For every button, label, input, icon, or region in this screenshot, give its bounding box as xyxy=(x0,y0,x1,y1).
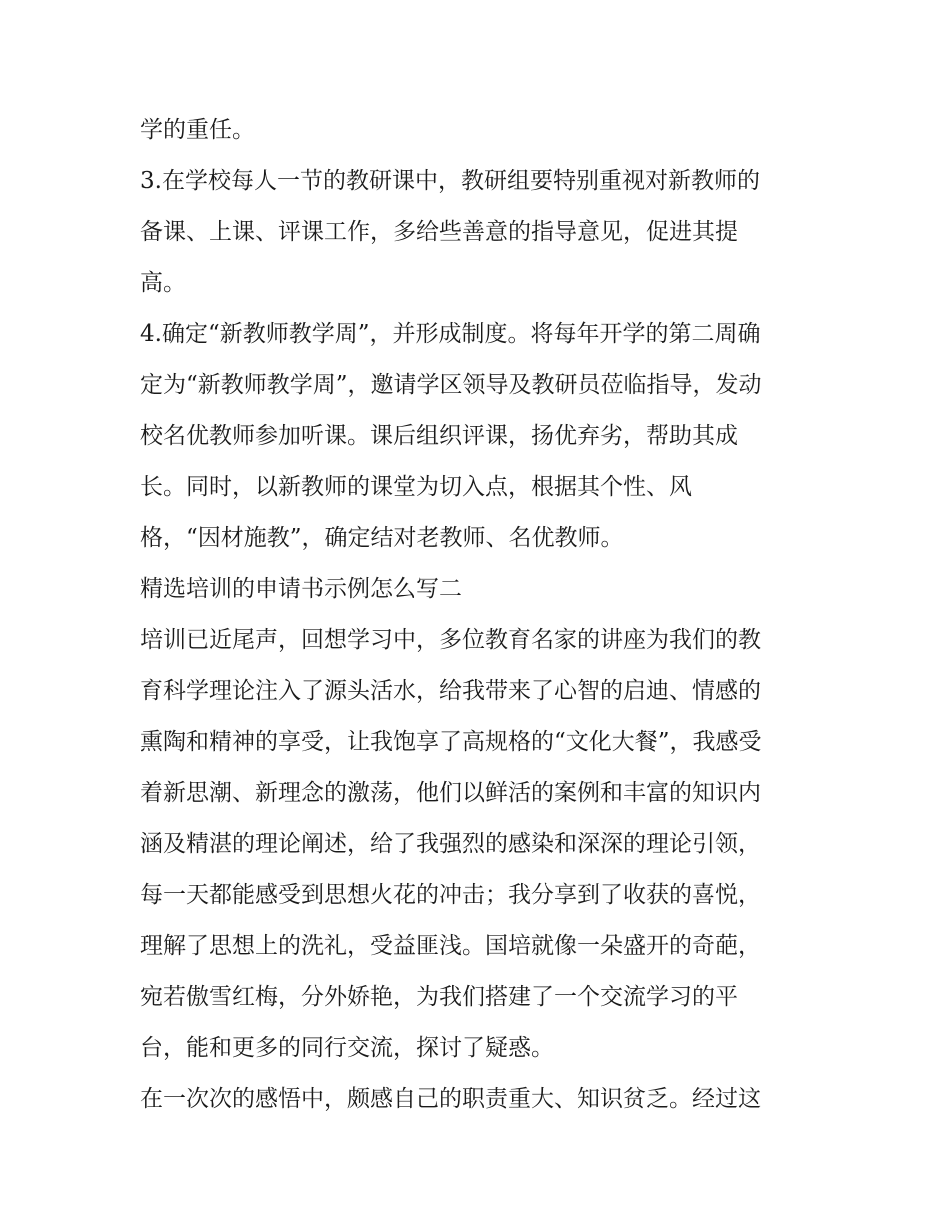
text-line: 定为“新教师教学周”，邀请学区领导及教研员莅临指导，发动 xyxy=(140,372,762,398)
text-line: 台，能和更多的同行交流，探讨了疑惑。 xyxy=(140,1035,554,1061)
text-line: 学的重任。 xyxy=(140,117,255,143)
text-line: 培训已近尾声，回想学习中，多位教育名家的讲座为我们的教 xyxy=(140,627,761,653)
text-line: 格，“因材施教”，确定结对老教师、名优教师。 xyxy=(140,525,624,551)
text-line: 校名优教师参加听课。课后组织评课，扬优弃劣，帮助其成 xyxy=(140,423,738,449)
text-line: 熏陶和精神的享受，让我饱享了高规格的“文化大餐”，我感受 xyxy=(140,729,762,755)
text-line: 宛若傲雪红梅，分外娇艳，为我们搭建了一个交流学习的平 xyxy=(140,984,738,1010)
text-line: 在一次次的感悟中，颇感自己的职责重大、知识贫乏。经过这 xyxy=(140,1086,761,1112)
text-line: 育科学理论注入了源头活水，给我带来了心智的启迪、情感的 xyxy=(140,678,761,704)
text-line: 涵及精湛的理论阐述，给了我强烈的感染和深深的理论引领， xyxy=(140,831,761,857)
section-heading: 精选培训的申请书示例怎么写二 xyxy=(140,576,462,602)
text-line: 长。同时，以新教师的课堂为切入点，根据其个性、风 xyxy=(140,474,692,500)
text-line: 着新思潮、新理念的激荡，他们以鲜活的案例和丰富的知识内 xyxy=(140,780,761,806)
text-line: 高。 xyxy=(140,270,186,296)
text-line: 每一天都能感受到思想火花的冲击；我分享到了收获的喜悦， xyxy=(140,882,761,908)
document-body xyxy=(140,105,820,1125)
text-line: 理解了思想上的洗礼，受益匪浅。国培就像一朵盛开的奇葩， xyxy=(140,933,761,959)
text-line: 4.确定“新教师教学周”，并形成制度。将每年开学的第二周确 xyxy=(140,321,761,347)
text-line: 备课、上课、评课工作，多给些善意的指导意见，促进其提 xyxy=(140,219,738,245)
text-line: 3.在学校每人一节的教研课中，教研组要特别重视对新教师的 xyxy=(140,168,760,194)
